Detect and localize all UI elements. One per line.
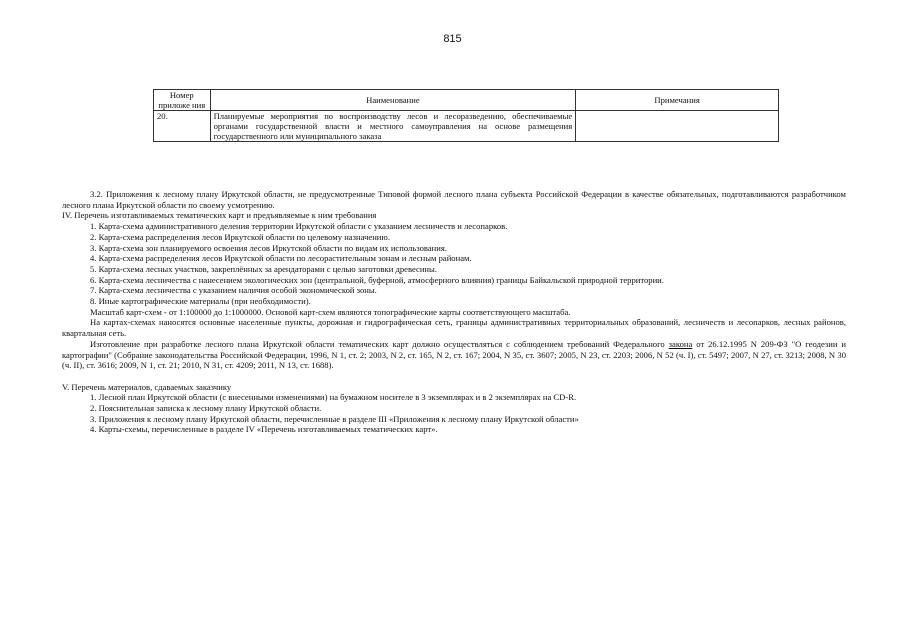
section-5-heading: V. Перечень материалов, сдаваемых заказчику	[62, 381, 232, 392]
cell-number: 20.	[154, 111, 211, 142]
section-4-heading: IV. Перечень изготавливаемых тематических карт и предъявляемые к ним требования	[62, 210, 377, 221]
table-header-row	[154, 90, 779, 111]
requirements-paragraph	[62, 339, 846, 371]
requirements-text-start: Изготовление при разработке лесного плана Иркутской области тематических карт должно осуществляться с соблюдением требований Федерального	[90, 338, 669, 349]
maps-content-paragraph: На картах-схемах наносятся основные населенные пункты, дорожная и гидрографическая сеть, границы административных территориальных образований, лесничеств и лесопарков, лесных районов, квартальная сеть.	[62, 317, 846, 339]
list-item: 4. Карты-схемы, перечисленные в разделе IV «Перечень изготавливаемых тематических карт».	[90, 424, 438, 435]
list-item: 4. Карта-схема распределения лесов Иркутской области по лесорастительным зонам и лесным районам.	[90, 253, 472, 264]
section-3-2-paragraph: 3.2. Приложения к лесному плану Иркутской области, не предусмотренные Типовой формой лесного плана субъекта Российской Федерации в качестве обязательных, подготавливаются разработчиком лесного плана Иркутской области по своему усмотрению.	[62, 189, 846, 210]
list-item: 6. Карта-схема лесничества с нанесением экологических зон (центральной, буферной, атмосферного влияния) границы Байкальской природной территории.	[90, 274, 664, 285]
paragraph-spacer	[62, 371, 846, 382]
header-name: Наименование	[210, 90, 576, 111]
list-item: 1. Карта-схема административного деления территории Иркутской области с указанием лесничеств и лесопарков.	[90, 221, 508, 232]
list-item: 5. Карта-схема лесных участков, закреплённых за арендаторами с целью заготовки древесины.	[90, 263, 437, 274]
list-item: 2. Карта-схема распределения лесов Иркутской области по целевому назначению.	[90, 231, 390, 242]
scale-paragraph: Масштаб карт-схем - от 1:100000 до 1:1000000. Основой карт-схем являются топографические карты соответствующего масштаба.	[90, 306, 571, 317]
list-item: 1. Лесной план Иркутской области (с внесенными изменениями) на бумажном носителе в 3 экземплярах и в 2 экземплярах на CD-R.	[90, 392, 577, 403]
law-link[interactable]: закона	[668, 338, 693, 349]
page-number: 815	[443, 33, 462, 45]
appendix-table	[153, 89, 779, 142]
header-notes: Примечания	[576, 90, 779, 111]
header-number: Номер приложе ния	[154, 90, 211, 111]
list-item: 8. Иные картографические материалы (при необходимости).	[90, 296, 311, 307]
list-item: 7. Карта-схема лесничества с указанием наличия особой экономической зоны.	[90, 285, 377, 296]
list-item: 3. Карта-схема зон планируемого освоения лесов Иркутской области по видам их использования.	[90, 242, 447, 253]
list-item: 2. Пояснительная записка к лесному плану Иркутской области.	[90, 403, 322, 414]
requirements-text-end: от 26.12.1995 N 209-ФЗ "О геодезии и картографии" (Собрание законодательства Российской Федерации, 1996, N 1, ст. 2; 2003, N 2, ст. 165, N 2, ст. 167; 2004, N 35, ст. 3607; 2005, N 23, ст. 2203; 2006, N 52 (ч. I), ст. 5497; 2007, N 27, ст. 3213; 2008, N 30 (ч. II), ст. 3616; 2009, N 1, ст. 21; 2010, N 31, ст. 4209; 2011, N 13, ст. 1688).	[62, 338, 846, 371]
list-item: 3. Приложения к лесному плану Иркутской области, перечисленные в разделе III «Приложения к лесному плану Иркутской области»	[90, 413, 579, 424]
table-row	[154, 111, 779, 142]
cell-name: Планируемые мероприятия по воспроизводству лесов и лесоразведению, обеспечиваемые органами государственной власти и местного самоуправления на основе размещения государственного или муниципального заказа	[210, 111, 576, 142]
document-body	[62, 189, 846, 435]
cell-notes	[576, 111, 779, 142]
